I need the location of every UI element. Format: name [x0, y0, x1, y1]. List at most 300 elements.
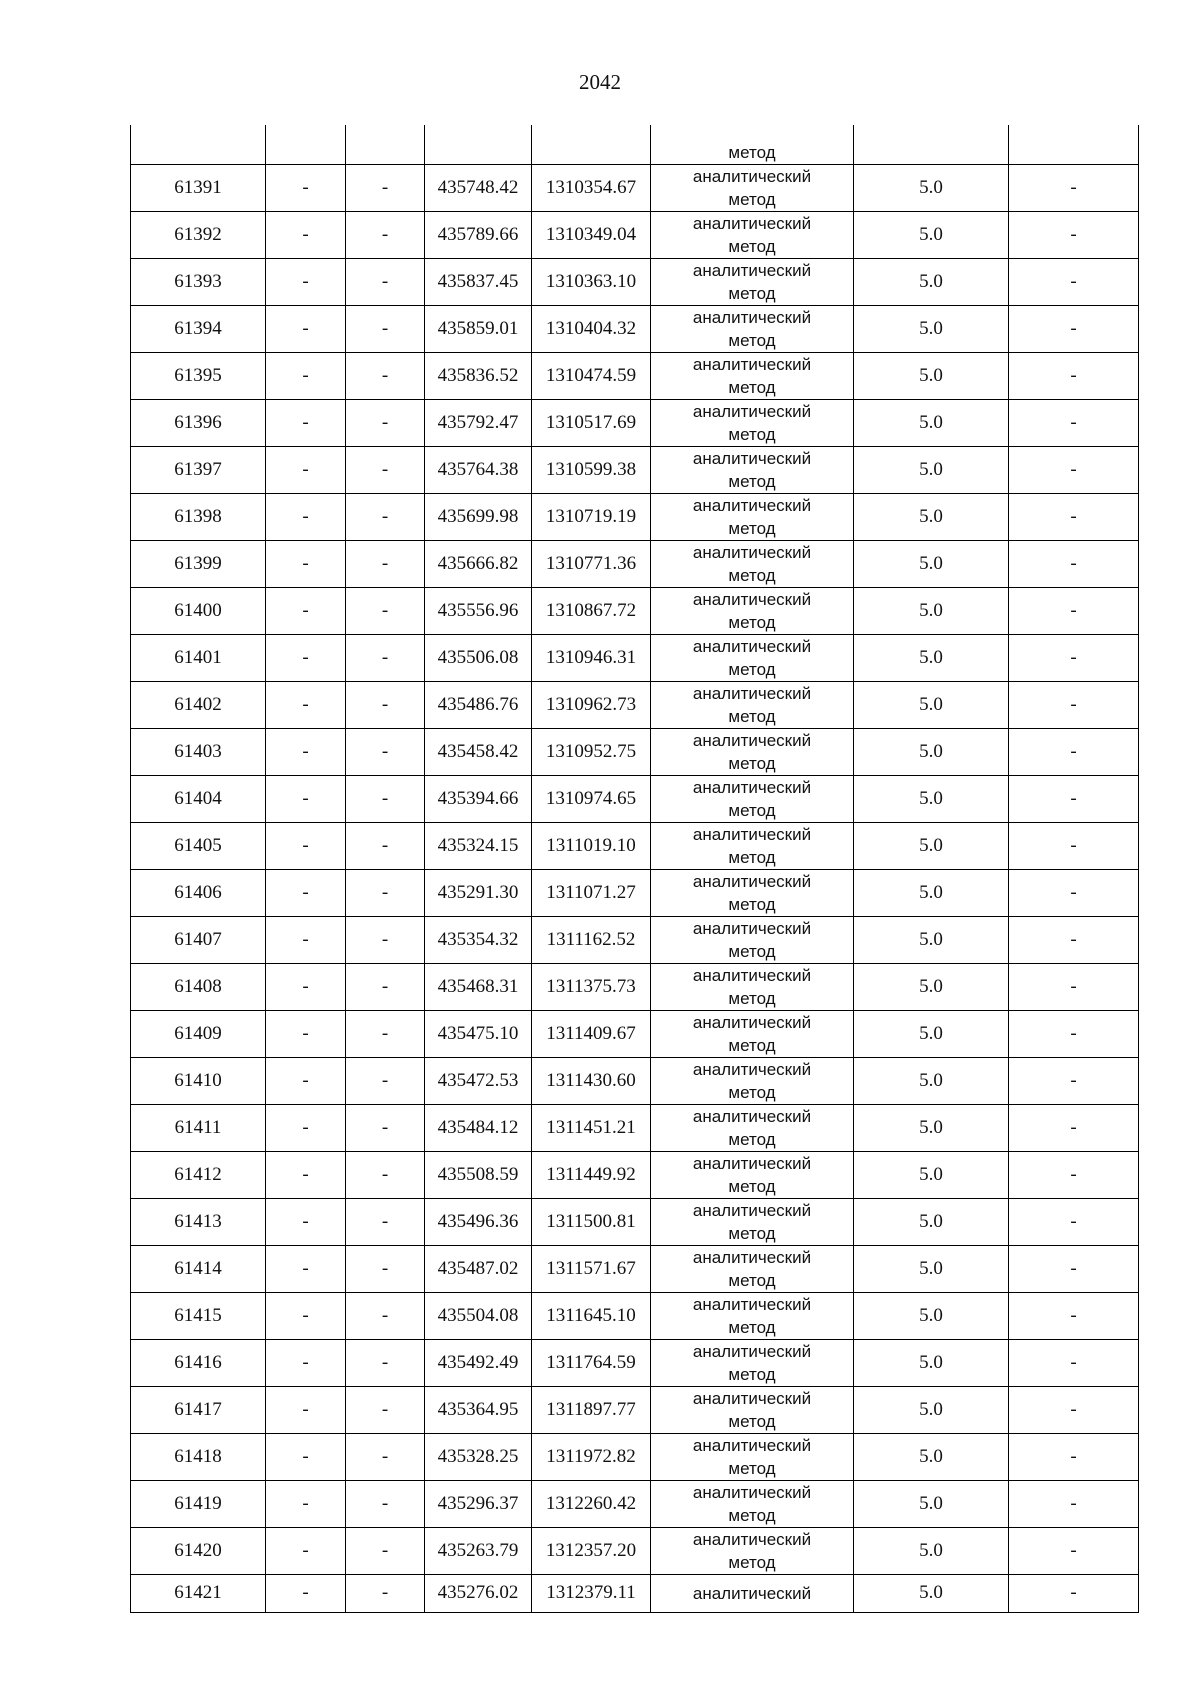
- method-line2: метод: [728, 565, 776, 585]
- cell-col2: -: [266, 728, 346, 775]
- method-line2: метод: [728, 1364, 776, 1384]
- cell-col8: -: [1009, 258, 1139, 305]
- cell-y-coordinate: 1311019.10: [532, 822, 651, 869]
- cell-x-coordinate: 435291.30: [425, 869, 532, 916]
- cell-method: [651, 399, 854, 446]
- cell-col3: -: [346, 1292, 425, 1339]
- method-line2: метод: [728, 1176, 776, 1196]
- cell-col2: -: [266, 1245, 346, 1292]
- cell-col8: -: [1009, 1057, 1139, 1104]
- cell-col3: -: [346, 963, 425, 1010]
- cell-x-coordinate: 435328.25: [425, 1433, 532, 1480]
- cell-col2: -: [266, 822, 346, 869]
- cell-col8: -: [1009, 963, 1139, 1010]
- method-line2: метод: [728, 1317, 776, 1337]
- cell-col3: -: [346, 822, 425, 869]
- cell-y-coordinate: 1311972.82: [532, 1433, 651, 1480]
- method-line1: аналитический: [692, 1012, 812, 1032]
- cell-x-coordinate: 435354.32: [425, 916, 532, 963]
- cell-point-number: 61411: [131, 1104, 266, 1151]
- cell-point-number: 61418: [131, 1433, 266, 1480]
- cell-col2: -: [266, 1574, 346, 1612]
- cell-accuracy: 5.0: [854, 587, 1009, 634]
- cell-method: [651, 164, 854, 211]
- cell-col8: -: [1009, 446, 1139, 493]
- table-row: [131, 1198, 1139, 1245]
- table-row: [131, 775, 1139, 822]
- cell-accuracy: 5.0: [854, 1527, 1009, 1574]
- cell-y-coordinate: 1311897.77: [532, 1386, 651, 1433]
- cell-col8: -: [1009, 681, 1139, 728]
- method-line1: аналитический: [692, 401, 812, 421]
- cell-accuracy: 5.0: [854, 1198, 1009, 1245]
- cell-col2: -: [266, 446, 346, 493]
- method-line1: аналитический: [692, 448, 812, 468]
- table-row: [131, 1010, 1139, 1057]
- cell-y-coordinate: 1310404.32: [532, 305, 651, 352]
- cell-accuracy: 5.0: [854, 1480, 1009, 1527]
- cell-col3: -: [346, 916, 425, 963]
- cell-method: [651, 211, 854, 258]
- method-line1: аналитический: [692, 636, 812, 656]
- cell-col2: -: [266, 305, 346, 352]
- cell-method: [651, 352, 854, 399]
- table-row: [131, 1527, 1139, 1574]
- method-line2: метод: [728, 847, 776, 867]
- cell-col3: -: [346, 540, 425, 587]
- cell-method: [651, 1386, 854, 1433]
- cell-x-coordinate: 435504.08: [425, 1292, 532, 1339]
- cell-col8: -: [1009, 1574, 1139, 1612]
- cell-col8: -: [1009, 164, 1139, 211]
- table-row: [131, 1574, 1139, 1612]
- cell-y-coordinate: 1311162.52: [532, 916, 651, 963]
- cell-col2: -: [266, 1527, 346, 1574]
- cell-method: [651, 258, 854, 305]
- cell-col2: -: [266, 1010, 346, 1057]
- table-row: [131, 822, 1139, 869]
- table-row: [131, 1386, 1139, 1433]
- cell-col3: -: [346, 1198, 425, 1245]
- table-row: [131, 1339, 1139, 1386]
- cell-col2: -: [266, 352, 346, 399]
- page-number: 2042: [579, 70, 621, 94]
- method-line2: метод: [728, 941, 776, 961]
- method-line1: аналитический: [692, 1482, 812, 1502]
- cell-x-coordinate: 435487.02: [425, 1245, 532, 1292]
- cell-y-coordinate: 1311430.60: [532, 1057, 651, 1104]
- cell-accuracy: 5.0: [854, 1386, 1009, 1433]
- cell-y-coordinate: 1310962.73: [532, 681, 651, 728]
- cell-col3: -: [346, 493, 425, 540]
- cell-col3: -: [346, 164, 425, 211]
- method-line1: аналитический: [692, 1247, 812, 1267]
- cell-point-number: 61408: [131, 963, 266, 1010]
- cell-col3: -: [346, 399, 425, 446]
- cell-point-number: 61412: [131, 1151, 266, 1198]
- method-line2: метод: [728, 518, 776, 538]
- coordinates-table: [130, 125, 1139, 1613]
- cell-method: [651, 1480, 854, 1527]
- cell-accuracy: 5.0: [854, 211, 1009, 258]
- table-row: [131, 634, 1139, 681]
- method-line2: метод: [728, 894, 776, 914]
- cell-method: [651, 1104, 854, 1151]
- cell-y-coordinate: 1310946.31: [532, 634, 651, 681]
- cell-method: [651, 1010, 854, 1057]
- method-line1: аналитический: [692, 1153, 812, 1173]
- cell-y-coordinate: 1311764.59: [532, 1339, 651, 1386]
- cell-col2: -: [266, 1151, 346, 1198]
- cell-accuracy: 5.0: [854, 1151, 1009, 1198]
- cell-x-coordinate: 435837.45: [425, 258, 532, 305]
- cell-point-number: 61401: [131, 634, 266, 681]
- table-row: [131, 1104, 1139, 1151]
- cell-col8: -: [1009, 352, 1139, 399]
- table-row: [131, 587, 1139, 634]
- cell-x-coordinate: 435364.95: [425, 1386, 532, 1433]
- cell-x-coordinate: 435506.08: [425, 634, 532, 681]
- cell-col2: -: [266, 1198, 346, 1245]
- cell-col3: -: [346, 869, 425, 916]
- cell-col8: -: [1009, 540, 1139, 587]
- cell-col8: -: [1009, 1245, 1139, 1292]
- method-line2: метод: [728, 612, 776, 632]
- cell-col3: -: [346, 681, 425, 728]
- cell-col3: -: [346, 775, 425, 822]
- method-line2: метод: [728, 800, 776, 820]
- cell-x-coordinate: 435324.15: [425, 822, 532, 869]
- cell-accuracy: 5.0: [854, 728, 1009, 775]
- method-line2: метод: [728, 424, 776, 444]
- cell-point-number: 61392: [131, 211, 266, 258]
- method-tail-text: метод: [728, 142, 776, 162]
- cell-point-number: 61410: [131, 1057, 266, 1104]
- cell-col3: -: [346, 1433, 425, 1480]
- method-line2: метод: [728, 1458, 776, 1478]
- cell-y-coordinate: 1311571.67: [532, 1245, 651, 1292]
- cell-x-coordinate: 435484.12: [425, 1104, 532, 1151]
- cell-x-coordinate: 435276.02: [425, 1574, 532, 1612]
- cell-col2: -: [266, 1386, 346, 1433]
- method-line1: аналитический: [692, 1341, 812, 1361]
- cell-method: [651, 1057, 854, 1104]
- cell-accuracy: 5.0: [854, 775, 1009, 822]
- cell-accuracy: 5.0: [854, 634, 1009, 681]
- cell-method: [651, 1527, 854, 1574]
- cell-point-number: 61420: [131, 1527, 266, 1574]
- cell-col3: -: [346, 1245, 425, 1292]
- method-line1: аналитический: [692, 1583, 812, 1603]
- cell-point-number: 61391: [131, 164, 266, 211]
- cell-point-number: 61403: [131, 728, 266, 775]
- table-row: [131, 399, 1139, 446]
- cell-col8: -: [1009, 399, 1139, 446]
- cell-col8: -: [1009, 869, 1139, 916]
- cell-point-number: 61399: [131, 540, 266, 587]
- cell-method: [651, 1292, 854, 1339]
- cell-x-coordinate: 435496.36: [425, 1198, 532, 1245]
- cell-y-coordinate: 1310719.19: [532, 493, 651, 540]
- cell-col3: -: [346, 587, 425, 634]
- cell-point-number: 61407: [131, 916, 266, 963]
- cell-accuracy: 5.0: [854, 1057, 1009, 1104]
- cell-method: [651, 681, 854, 728]
- cell-y-coordinate: 1311449.92: [532, 1151, 651, 1198]
- method-line1: аналитический: [692, 730, 812, 750]
- cell-method: [651, 446, 854, 493]
- cell-col2: -: [266, 1433, 346, 1480]
- cell-col3: -: [346, 1010, 425, 1057]
- cell-point-number: 61421: [131, 1574, 266, 1612]
- table-row: [131, 1480, 1139, 1527]
- method-line2: метод: [728, 189, 776, 209]
- method-line1: аналитический: [692, 589, 812, 609]
- cell-col2: -: [266, 963, 346, 1010]
- method-line1: аналитический: [692, 166, 812, 186]
- cell-accuracy: 5.0: [854, 963, 1009, 1010]
- cell-col3: -: [346, 305, 425, 352]
- method-line1: аналитический: [692, 871, 812, 891]
- cell-x-coordinate: 435492.49: [425, 1339, 532, 1386]
- cell-x-coordinate: 435475.10: [425, 1010, 532, 1057]
- cell-y-coordinate: 1311409.67: [532, 1010, 651, 1057]
- method-line2: метод: [728, 1552, 776, 1572]
- cell-y-coordinate: 1310517.69: [532, 399, 651, 446]
- cell-col2: -: [266, 164, 346, 211]
- cell-col8: -: [1009, 1433, 1139, 1480]
- cell-accuracy: 5.0: [854, 1104, 1009, 1151]
- cell-point-number: 61419: [131, 1480, 266, 1527]
- cell-col2: -: [266, 587, 346, 634]
- method-line1: аналитический: [692, 1106, 812, 1126]
- method-line1: аналитический: [692, 918, 812, 938]
- cell-accuracy: 5.0: [854, 1433, 1009, 1480]
- cell-accuracy: 5.0: [854, 916, 1009, 963]
- cell-y-coordinate: 1310354.67: [532, 164, 651, 211]
- cell-method: [651, 493, 854, 540]
- cell-point-number: 61415: [131, 1292, 266, 1339]
- cell-accuracy: 5.0: [854, 305, 1009, 352]
- cell-accuracy: 5.0: [854, 681, 1009, 728]
- cell-accuracy: 5.0: [854, 352, 1009, 399]
- table-row: [131, 258, 1139, 305]
- cell-point-number: 61396: [131, 399, 266, 446]
- cell-point-number: 61413: [131, 1198, 266, 1245]
- cell-col2: -: [266, 1480, 346, 1527]
- cell-y-coordinate: 1310599.38: [532, 446, 651, 493]
- cell-method: [651, 1574, 854, 1612]
- cell-col2: -: [266, 493, 346, 540]
- cell-point-number: 61394: [131, 305, 266, 352]
- cell-method: [651, 775, 854, 822]
- cell-col8: -: [1009, 1104, 1139, 1151]
- cell-col8: -: [1009, 728, 1139, 775]
- cell-col2: -: [266, 540, 346, 587]
- cell-x-coordinate: 435458.42: [425, 728, 532, 775]
- cell-col3: -: [346, 211, 425, 258]
- cell-col2: -: [266, 681, 346, 728]
- cell-method-tail: [651, 125, 854, 164]
- cell-col8: -: [1009, 1480, 1139, 1527]
- table-row: [131, 352, 1139, 399]
- cell-point-number: 61409: [131, 1010, 266, 1057]
- table-row: [131, 916, 1139, 963]
- cell-accuracy: 5.0: [854, 1245, 1009, 1292]
- method-line1: аналитический: [692, 495, 812, 515]
- cell-accuracy: 5.0: [854, 540, 1009, 587]
- cell-col8: -: [1009, 634, 1139, 681]
- cell-x-coordinate: 435792.47: [425, 399, 532, 446]
- cell-method: [651, 728, 854, 775]
- cell-x-coordinate: 435468.31: [425, 963, 532, 1010]
- cell-y-coordinate: 1310952.75: [532, 728, 651, 775]
- table-row: [131, 1245, 1139, 1292]
- cell-y-coordinate: 1310867.72: [532, 587, 651, 634]
- cell-empty: [131, 125, 266, 164]
- cell-x-coordinate: 435296.37: [425, 1480, 532, 1527]
- table-row: [131, 1433, 1139, 1480]
- cell-col2: -: [266, 211, 346, 258]
- table-row: [131, 211, 1139, 258]
- table-row: [131, 1057, 1139, 1104]
- cell-y-coordinate: 1311645.10: [532, 1292, 651, 1339]
- cell-x-coordinate: 435394.66: [425, 775, 532, 822]
- cell-col3: -: [346, 1480, 425, 1527]
- cell-col8: -: [1009, 1527, 1139, 1574]
- table-row: [131, 446, 1139, 493]
- method-line2: метод: [728, 471, 776, 491]
- table-row: [131, 681, 1139, 728]
- method-line2: метод: [728, 1082, 776, 1102]
- cell-col3: -: [346, 1527, 425, 1574]
- cell-accuracy: 5.0: [854, 822, 1009, 869]
- cell-point-number: 61400: [131, 587, 266, 634]
- cell-point-number: 61405: [131, 822, 266, 869]
- cell-x-coordinate: 435764.38: [425, 446, 532, 493]
- cell-y-coordinate: 1311451.21: [532, 1104, 651, 1151]
- cell-col8: -: [1009, 1010, 1139, 1057]
- cell-col2: -: [266, 1057, 346, 1104]
- cell-method: [651, 916, 854, 963]
- cell-col3: -: [346, 1057, 425, 1104]
- cell-y-coordinate: 1310771.36: [532, 540, 651, 587]
- cell-col8: -: [1009, 916, 1139, 963]
- cell-col8: -: [1009, 587, 1139, 634]
- cell-col2: -: [266, 775, 346, 822]
- cell-method: [651, 822, 854, 869]
- cell-point-number: 61416: [131, 1339, 266, 1386]
- cell-col2: -: [266, 258, 346, 305]
- cell-col3: -: [346, 352, 425, 399]
- cell-col3: -: [346, 446, 425, 493]
- cell-x-coordinate: 435859.01: [425, 305, 532, 352]
- cell-point-number: 61402: [131, 681, 266, 728]
- cell-col8: -: [1009, 822, 1139, 869]
- method-line2: метод: [728, 1223, 776, 1243]
- cell-method: [651, 540, 854, 587]
- cell-col8: -: [1009, 1151, 1139, 1198]
- cell-empty: [1009, 125, 1139, 164]
- method-line1: аналитический: [692, 1294, 812, 1314]
- cell-method: [651, 1198, 854, 1245]
- method-line1: аналитический: [692, 1388, 812, 1408]
- table-row: [131, 540, 1139, 587]
- table-row: [131, 728, 1139, 775]
- cell-x-coordinate: 435789.66: [425, 211, 532, 258]
- cell-accuracy: 5.0: [854, 1292, 1009, 1339]
- cell-accuracy: 5.0: [854, 869, 1009, 916]
- cell-col8: -: [1009, 1386, 1139, 1433]
- method-line1: аналитический: [692, 965, 812, 985]
- cell-point-number: 61414: [131, 1245, 266, 1292]
- method-line1: аналитический: [692, 824, 812, 844]
- table-row: [131, 493, 1139, 540]
- cell-col3: -: [346, 1339, 425, 1386]
- cell-point-number: 61404: [131, 775, 266, 822]
- method-line2: метод: [728, 236, 776, 256]
- cell-col3: -: [346, 1574, 425, 1612]
- cell-x-coordinate: 435486.76: [425, 681, 532, 728]
- cell-method: [651, 963, 854, 1010]
- cell-accuracy: 5.0: [854, 1010, 1009, 1057]
- cell-accuracy: 5.0: [854, 258, 1009, 305]
- cell-x-coordinate: 435508.59: [425, 1151, 532, 1198]
- cell-col8: -: [1009, 493, 1139, 540]
- method-line1: аналитический: [692, 683, 812, 703]
- cell-method: [651, 587, 854, 634]
- cell-x-coordinate: 435263.79: [425, 1527, 532, 1574]
- cell-col2: -: [266, 399, 346, 446]
- cell-accuracy: 5.0: [854, 399, 1009, 446]
- cell-point-number: 61397: [131, 446, 266, 493]
- cell-col2: -: [266, 916, 346, 963]
- method-line2: метод: [728, 659, 776, 679]
- cell-x-coordinate: 435472.53: [425, 1057, 532, 1104]
- cell-y-coordinate: 1312260.42: [532, 1480, 651, 1527]
- cell-empty: [854, 125, 1009, 164]
- table-row: [131, 1151, 1139, 1198]
- method-line1: аналитический: [692, 542, 812, 562]
- cell-col2: -: [266, 869, 346, 916]
- method-line1: аналитический: [692, 777, 812, 797]
- cell-accuracy: 5.0: [854, 493, 1009, 540]
- cell-y-coordinate: 1311071.27: [532, 869, 651, 916]
- method-line1: аналитический: [692, 1200, 812, 1220]
- method-line1: аналитический: [692, 1529, 812, 1549]
- cell-col2: -: [266, 1339, 346, 1386]
- method-line1: аналитический: [692, 260, 812, 280]
- table-row: [131, 305, 1139, 352]
- cell-col8: -: [1009, 1339, 1139, 1386]
- cell-col3: -: [346, 634, 425, 681]
- cell-col8: -: [1009, 211, 1139, 258]
- cell-method: [651, 1339, 854, 1386]
- method-line2: метод: [728, 1270, 776, 1290]
- method-line2: метод: [728, 377, 776, 397]
- cell-empty: [425, 125, 532, 164]
- cell-col8: -: [1009, 775, 1139, 822]
- method-line1: аналитический: [692, 354, 812, 374]
- method-line1: аналитический: [692, 307, 812, 327]
- method-line2: метод: [728, 1505, 776, 1525]
- table-body: [131, 125, 1139, 1612]
- cell-y-coordinate: 1311375.73: [532, 963, 651, 1010]
- cell-method: [651, 1433, 854, 1480]
- cell-col2: -: [266, 1104, 346, 1151]
- cell-point-number: 61395: [131, 352, 266, 399]
- cell-x-coordinate: 435666.82: [425, 540, 532, 587]
